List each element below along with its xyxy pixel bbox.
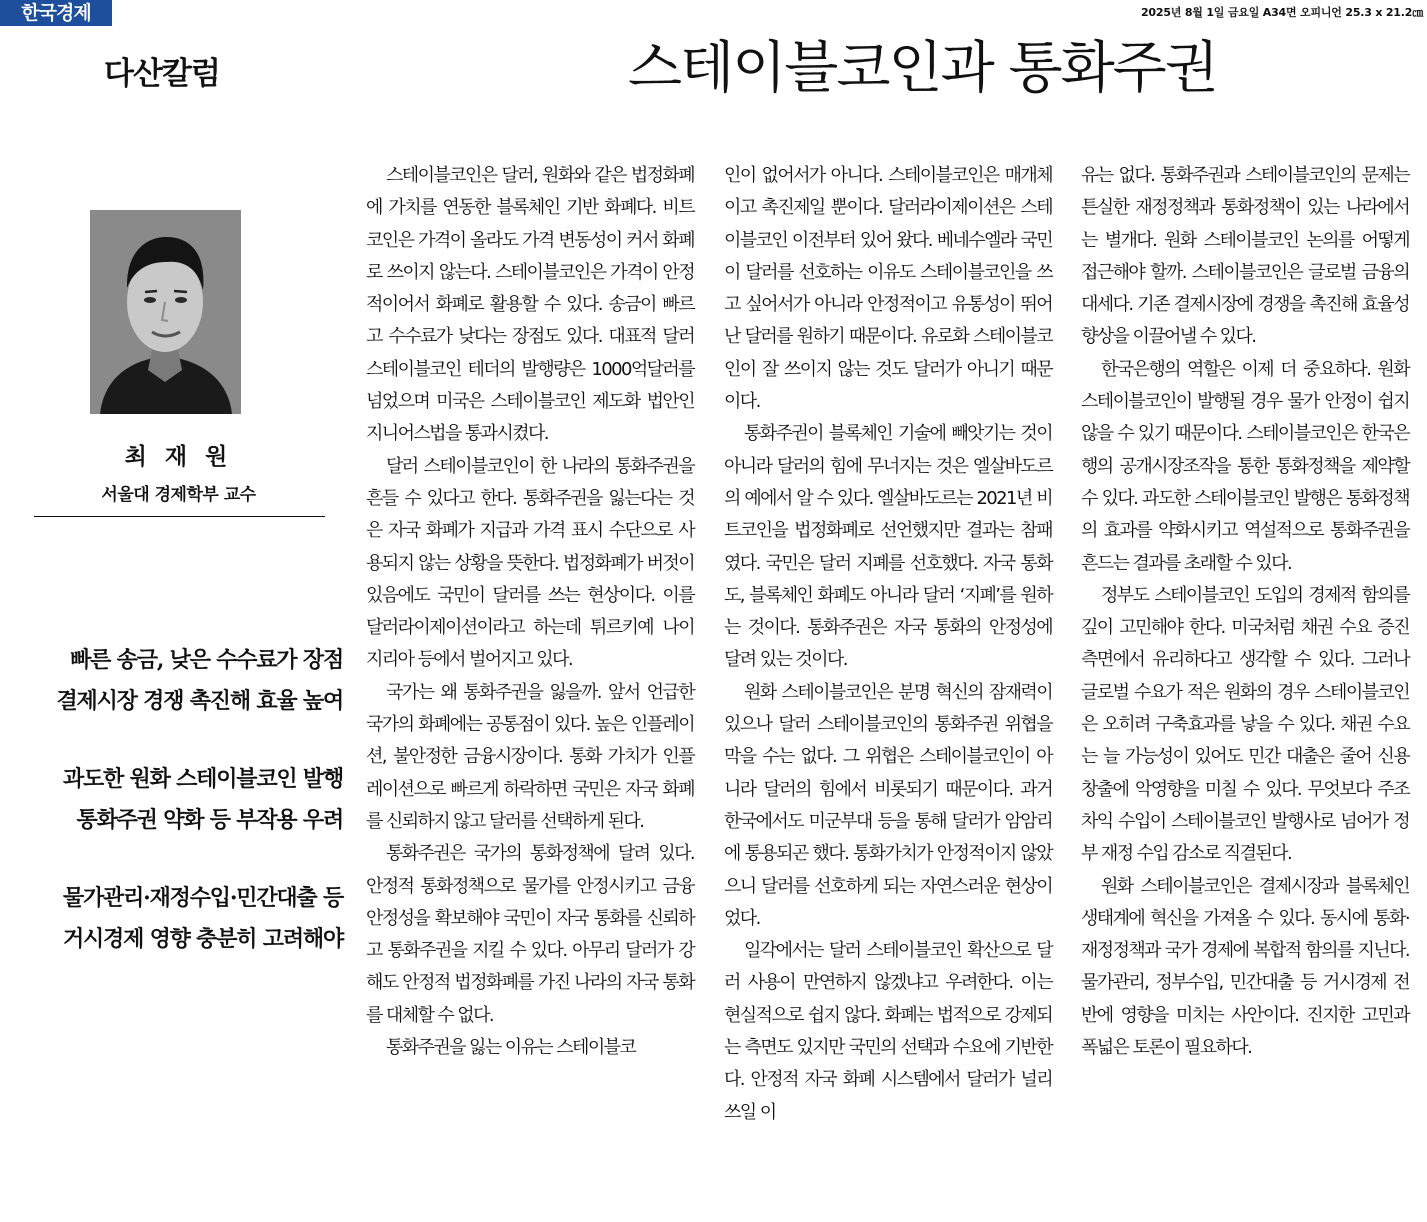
- subhead-line: 과도한 원화 스테이블코인 발행: [62, 766, 343, 792]
- body-column-2: [724, 160, 1052, 1129]
- body-paragraph: 일각에서는 달러 스테이블코인 확산으로 달러 사용이 만연하지 않겠냐고 우려한다. 이는 현실적으로 쉽지 않다. 화폐는 법적으로 강제되는 측면도 있지만 국민의 선택과 수요에 기반한다. 안정적 자국 화폐 시스템에서 달러가 널리 쓰일 이: [724, 940, 1052, 1123]
- subhead-group: [3, 759, 343, 841]
- publication-info: 2025년 8월 1일 금요일 A34면 오피니언 25.3 x 21.2㎝: [1140, 6, 1423, 19]
- body-paragraph: 달러 스테이블코인이 한 나라의 통화주권을 흔들 수 있다고 한다. 통화주권을 잃는다는 것은 자국 화폐가 지급과 가격 표시 수단으로 사용되지 않는 상황을 뜻한다. 법정화폐가 버젓이 있음에도 국민이 달러를 쓰는 현상이다. 이를 달러라이제이션이라고 하는데 튀르키예 나이지리아 등에서 벌어지고 있다.: [366, 455, 694, 671]
- body-paragraph: 유는 없다. 통화주권과 스테이블코인의 문제는 튼실한 재정정책과 통화정책이 있는 나라에서는 별개다. 원화 스테이블코인 논의를 어떻게 접근해야 할까. 스테이블코인은 글로벌 금융의 대세다. 기존 결제시장에 경쟁을 촉진해 효율성 향상을 이끌어낼 수 있다.: [1081, 165, 1409, 348]
- body-paragraph: 통화주권을 잃는 이유는 스테이블코: [386, 1037, 636, 1059]
- body-paragraph: 인이 없어서가 아니다. 스테이블코인은 매개체이고 촉진제일 뿐이다. 달러라이제이션은 스테이블코인 이전부터 있어 왔다. 베네수엘라 국민이 달러를 선호하는 이유도 스테이블코인을 쓰고 싶어서가 아니라 안정적이고 유통성이 뛰어난 달러를 원하기 때문이다. 유로화 스테이블코인이 잘 쓰이지 않는 것도 달러가 아니기 때문이다.: [724, 165, 1052, 413]
- subhead-line: 결제시장 경쟁 촉진해 효율 높여: [56, 688, 343, 714]
- author-photo: [90, 210, 241, 414]
- body-paragraph: 원화 스테이블코인은 결제시장과 블록체인 생태계에 혁신을 가져올 수 있다. 동시에 통화·재정정책과 국가 경제에 복합적 함의를 지닌다. 물가관리, 정부수입, 민간대출 등 거시경제 전반에 영향을 미치는 사안이다. 진지한 고민과 폭넓은 토론이 필요하다.: [1081, 875, 1409, 1059]
- author-name: 최 재 원: [124, 443, 233, 470]
- author-title: 서울대 경제학부 교수: [101, 485, 256, 505]
- body-paragraph: 통화주권은 국가의 통화정책에 달려 있다. 안정적 통화정책으로 물가를 안정시키고 금융 안정성을 확보해야 국민이 자국 통화를 신뢰하고 통화주권을 지킬 수 있다. 아무리 달러가 강해도 안정적 법정화폐를 가진 나라의 자국 통화를 대체할 수 없다.: [366, 843, 694, 1026]
- body-paragraph: 원화 스테이블코인은 분명 혁신의 잠재력이 있으나 달러 스테이블코인의 통화주권 위협을 막을 수는 없다. 그 위협은 스테이블코인이 아니라 달러의 힘에서 비롯되기 때문이다. 과거 한국에서도 미군부대 등을 통해 달러가 암암리에 통용되곤 했다. 통화가치가 안정적이지 않았으니 달러를 선호하게 되는 자연스러운 현상이었다.: [724, 681, 1052, 929]
- subhead-line: 거시경제 영향 충분히 고려해야: [62, 926, 343, 952]
- body-paragraph: 정부도 스테이블코인 도입의 경제적 함의를 깊이 고민해야 한다. 미국처럼 채권 수요 증진 측면에서 유리하다고 생각할 수 있다. 그러나 글로벌 수요가 적은 원화의 경우 스테이블코인은 오히려 구축효과를 낳을 수 있다. 채권 수요는 늘 가능성이 있어도 민간 대출은 줄어 신용 창출에 악영향을 미칠 수 있다. 무엇보다 주조차익 수입이 스테이블코인 발행사로 넘어가 정부 재정 수입 감소로 직결된다.: [1081, 584, 1409, 865]
- subhead-group: [3, 878, 343, 960]
- body-column-1: [366, 160, 694, 1064]
- column-name: 다산칼럼: [104, 56, 220, 92]
- subheads: [3, 640, 343, 997]
- subhead-line: 물가관리·재정수입·민간대출 등: [62, 885, 343, 911]
- body-paragraph: 스테이블코인은 달러, 원화와 같은 법정화폐에 가치를 연동한 블록체인 기반 화폐다. 비트코인은 가격이 올라도 가격 변동성이 커서 화폐로 쓰이지 않는다. 스테이블코인은 가격이 안정적이어서 화폐로 활용할 수 있다. 송금이 빠르고 수수료가 낮다는 장점도 있다. 대표적 달러 스테이블코인 테더의 발행량은 1000억달러를 넘었으며 미국은 스테이블코인 제도화 법안인 지니어스법을 통과시켰다.: [366, 165, 694, 445]
- subhead-line: 빠른 송금, 낮은 수수료가 장점: [70, 647, 343, 673]
- body-paragraph: 통화주권이 블록체인 기술에 빼앗기는 것이 아니라 달러의 힘에 무너지는 것은 엘살바도르의 예에서 알 수 있다. 엘살바도르는 2021년 비트코인을 법정화폐로 선언했지만 결과는 참패였다. 국민은 달러 지폐를 선호했다. 자국 통화도, 블록체인 화폐도 아니라 달러 ‘지폐’를 원하는 것이다. 통화주권은 자국 통화의 안정성에 달려 있는 것이다.: [724, 423, 1052, 671]
- divider: [34, 516, 325, 517]
- body-column-3: [1081, 160, 1409, 1064]
- subhead-line: 통화주권 약화 등 부작용 우려: [76, 807, 343, 833]
- body-paragraph: 한국은행의 역할은 이제 더 중요하다. 원화 스테이블코인이 발행될 경우 물가 안정이 쉽지 않을 수 있기 때문이다. 스테이블코인은 한국은행의 공개시장조작을 통한 통화정책을 제약할 수 있다. 과도한 스테이블코인 발행은 통화정책의 효과를 약화시키고 역설적으로 통화주권을 흔드는 결과를 초래할 수 있다.: [1081, 358, 1409, 574]
- headline: 스테이블코인과 통화주권: [628, 36, 1217, 101]
- body-paragraph: 국가는 왜 통화주권을 잃을까. 앞서 언급한 국가의 화폐에는 공통점이 있다. 높은 인플레이션, 불안정한 금융시장이다. 통화 가치가 인플레이션으로 빠르게 하락하면 국민은 자국 화폐를 신뢰하지 않고 달러를 선택하게 된다.: [366, 681, 694, 832]
- subhead-group: [3, 640, 343, 722]
- newspaper-logo: 한국경제: [0, 0, 112, 26]
